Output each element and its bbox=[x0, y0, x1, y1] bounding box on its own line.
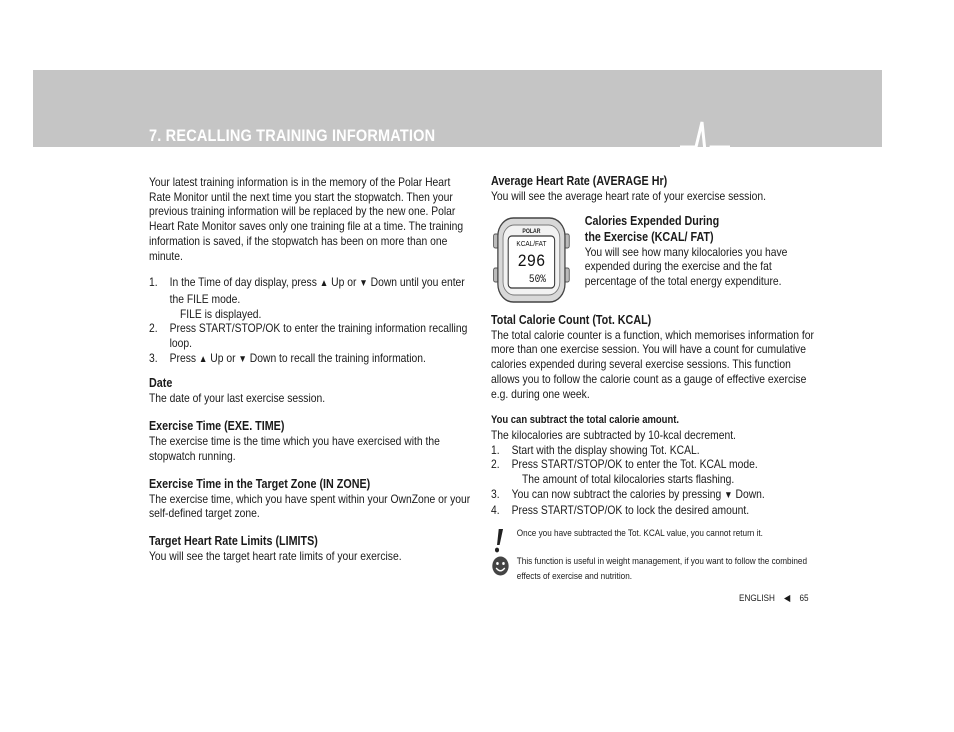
right-column bbox=[491, 173, 818, 584]
subtract-text: The kilocalories are subtracted by 10-kcal decrement. bbox=[491, 427, 736, 442]
left-column bbox=[149, 175, 472, 564]
down-arrow-icon: ▼ bbox=[724, 489, 733, 501]
kcal-heading-line2: the Exercise (KCAL/ FAT) bbox=[584, 229, 714, 244]
average-hr-heading: Average Heart Rate (AVERAGE Hr) bbox=[491, 174, 668, 188]
page-number: 65 bbox=[799, 593, 809, 604]
in-zone-heading: Exercise Time in the Target Zone (IN ZONE) bbox=[149, 476, 371, 491]
footer-arrow-icon: ◀ bbox=[784, 593, 791, 604]
subtract-step-3: 3. You can now subtract the calories by pressing ▼ Down. bbox=[491, 486, 765, 501]
footer-language: ENGLISH bbox=[739, 593, 775, 604]
in-zone-text: The exercise time, which you have spent within your OwnZone or your self-defined target zone. bbox=[149, 491, 471, 521]
kcal-heading-line1: Calories Expended During bbox=[584, 213, 720, 228]
kcal-text: You will see how many kilocalories you have expended during the exercise and the fat percentage of the total energy expenditure. bbox=[584, 244, 788, 289]
step-2: 2. Press START/STOP/OK to enter the training information recalling loop. bbox=[149, 321, 468, 351]
date-text: The date of your last exercise session. bbox=[149, 391, 326, 406]
average-hr-text: You will see the average heart rate of your exercise session. bbox=[491, 189, 766, 203]
subtract-step-2: 2. Press START/STOP/OK to enter the Tot. KCAL mode. bbox=[491, 457, 758, 472]
warning-note: Once you have subtracted the Tot. KCAL value, you cannot return it. bbox=[491, 526, 818, 554]
step-1-note: FILE is displayed. bbox=[179, 306, 262, 321]
watch-display-image bbox=[491, 216, 572, 304]
total-kcal-heading: Total Calorie Count (Tot. KCAL) bbox=[491, 312, 652, 327]
heartbeat-pulse-graphic bbox=[680, 118, 730, 178]
limits-text: You will see the target heart rate limits of your exercise. bbox=[149, 548, 402, 563]
up-arrow-icon: ▲ bbox=[198, 353, 208, 365]
exercise-time-heading: Exercise Time (EXE. TIME) bbox=[149, 419, 285, 434]
exclamation-icon bbox=[491, 526, 517, 554]
watch-brand: POLAR bbox=[522, 228, 541, 235]
smiley-icon bbox=[491, 554, 517, 582]
up-arrow-icon: ▲ bbox=[319, 278, 329, 290]
subtract-step-1: 1. Start with the display showing Tot. KCAL. bbox=[491, 442, 700, 457]
watch-fat-value: 50% bbox=[528, 273, 546, 286]
subtract-step-4: 4. Press START/STOP/OK to lock the desired amount. bbox=[491, 503, 750, 518]
tip-note: This function is useful in weight management, if you want to follow the combined effects of exercise and nutrition. bbox=[491, 554, 818, 584]
step-1: 1. In the Time of day display, press ▲ Up or ▼ Down until you enter the FILE mode. bbox=[149, 275, 465, 306]
subtract-heading: You can subtract the total calorie amount. bbox=[491, 414, 680, 427]
intro-paragraph: Your latest training information is in the memory of the Polar Heart Rate Monitor until the next time you start the stopwatch. Then your previous training information will be replaced by the new one. Polar Heart Rate Monitor saves only one training file at a time. The training information is saved, if the stopwatch has been on more than one minute. bbox=[149, 175, 464, 263]
step-3: 3. Press ▲ Up or ▼ Down to recall the training information. bbox=[149, 350, 426, 365]
date-heading: Date bbox=[149, 376, 173, 391]
limits-heading: Target Heart Rate Limits (LIMITS) bbox=[149, 533, 318, 548]
page-title: 7. RECALLING TRAINING INFORMATION bbox=[149, 127, 436, 145]
watch-kcal-value: 296 bbox=[517, 251, 546, 273]
total-kcal-text: The total calorie counter is a function, which memorises information for more than one exercise session. You will have a count for cumulative calories expended during several exercise sessions. This function allows you to follow the calorie count as a gauge of effective exercise e.g. during one week. bbox=[491, 327, 814, 401]
page-footer bbox=[739, 593, 815, 604]
exercise-time-text: The exercise time is the time which you have exercised with the stopwatch running. bbox=[149, 434, 440, 463]
down-arrow-icon: ▼ bbox=[238, 353, 247, 365]
watch-label: KCAL/FAT bbox=[516, 240, 547, 248]
down-arrow-icon: ▼ bbox=[359, 278, 368, 290]
subtract-step-2-note: The amount of total kilocalories starts flashing. bbox=[521, 472, 735, 487]
